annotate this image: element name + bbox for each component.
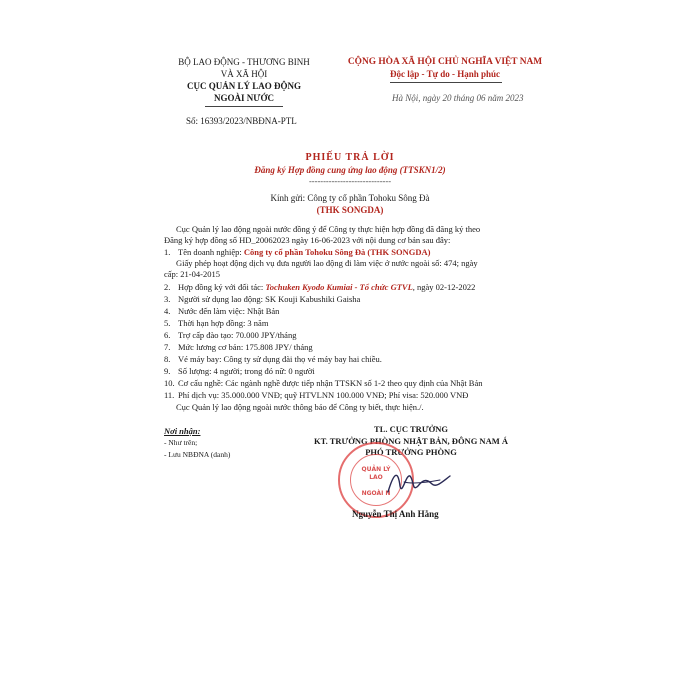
item-number: 3. (164, 294, 171, 304)
item-1-license: Giấy phép hoạt động dịch vụ đưa người lao động đi làm việc ở nước ngoài số: 474; ngày (176, 258, 478, 268)
item-text: Nước đến làm việc: Nhật Bản (178, 306, 280, 316)
item-text: Vé máy bay: Công ty sử dụng đài thọ vé máy bay hai chiều. (178, 354, 382, 364)
item-number: 5. (164, 318, 171, 328)
item-number: 10. (164, 378, 175, 388)
closing-line: Cục Quản lý lao động ngoài nước thông báo để Công ty biết, thực hiện./. (176, 402, 424, 412)
agency-name-line2: NGOÀI NƯỚC (214, 93, 274, 103)
item-4 (164, 306, 279, 317)
item-text: Thời hạn hợp đồng: 3 năm (178, 318, 269, 328)
handwritten-signature (384, 462, 454, 502)
signature-title-2: KT. TRƯỞNG PHÒNG NHẬT BẢN, ĐÔNG NAM Á (313, 435, 508, 446)
agency-underline (205, 106, 283, 107)
signature-block (290, 424, 532, 459)
motto-underline (390, 82, 502, 83)
item-10 (164, 378, 483, 389)
item-text: Mức lương cơ bản: 175.808 JPY/ tháng (178, 342, 313, 352)
recipients-block (164, 425, 230, 461)
national-motto: Độc lập - Tự do - Hạnh phúc (389, 69, 500, 79)
item-label: Tên doanh nghiệp: (178, 247, 244, 257)
seal-text-2: LAO (369, 474, 383, 481)
item-text: Người sử dụng lao động: SK Kouji Kabushiki Gaisha (178, 294, 361, 304)
item-5 (164, 318, 268, 329)
intro-line-1: Cục Quản lý lao động ngoài nước đồng ý để Công ty thực hiện hợp đồng đã đăng ký theo (176, 224, 481, 234)
item-number: 8. (164, 354, 171, 364)
title-block (0, 151, 700, 216)
document-title: PHIẾU TRẢ LỜI (305, 152, 395, 163)
greeting-company: (THK SONGDA) (316, 204, 384, 215)
company-name: Công ty cổ phần Tohoku Sông Đà (THK SONGDA) (243, 247, 431, 257)
item-text: Phí dịch vụ: 35.000.000 VNĐ; quỹ HTVLNN 100.000 VNĐ; Phí visa: 520.000 VNĐ (178, 390, 469, 400)
partner-name: Tochuken Kyodo Kumiai - Tổ chức GTVL (265, 282, 413, 292)
intro-line-2: Đăng ký hợp đồng số HD_20062023 ngày 16-06-2023 với nội dung cơ bản sau đây: (164, 235, 451, 245)
item-number: 11. (164, 390, 175, 400)
item-label: Hợp đồng ký với đối tác: (178, 282, 266, 292)
recipient-1: - Như trên; (164, 438, 198, 447)
ministry-name-line2: VÀ XÃ HỘI (220, 69, 268, 79)
ministry-name-line1: BỘ LAO ĐỘNG - THƯƠNG BINH (178, 57, 310, 67)
item-number: 6. (164, 330, 171, 340)
item-2 (164, 282, 475, 293)
item-6 (164, 330, 296, 341)
recipient-2: - Lưu NBĐNA (danh) (164, 450, 231, 459)
document-subtitle: Đăng ký Hợp đồng cung ứng lao động (TTSKN1/2) (254, 165, 446, 175)
item-8 (164, 354, 382, 365)
national-header (332, 56, 558, 80)
seal-text-1: QUẢN LÝ (361, 466, 391, 473)
signature-title-1: TL. CỤC TRƯỞNG (374, 424, 448, 434)
item-11 (164, 390, 468, 401)
signer-name: Nguyễn Thị Anh Hằng (352, 509, 439, 519)
item-text: Cơ cấu nghề: Các ngành nghề được tiếp nhận TTSKN số 1-2 theo quy định của Nhật Bản (178, 378, 483, 388)
item-3 (164, 294, 360, 305)
item-number: 1. (164, 247, 171, 257)
title-separator: ----------------------------- (308, 176, 392, 186)
signature-title-3: PHÓ TRƯỞNG PHÒNG (365, 447, 457, 457)
item-7 (164, 342, 313, 353)
seal-text-3: NGOÀI N (361, 490, 391, 497)
item-text: Trợ cấp đào tạo: 70.000 JPY/tháng (178, 330, 297, 340)
item-1-license-date: cấp: 21-04-2015 (164, 269, 220, 279)
agency-header (158, 56, 330, 104)
issue-date: Hà Nội, ngày 20 tháng 06 năm 2023 (392, 93, 524, 103)
item-9 (164, 366, 315, 377)
national-title: CỘNG HÒA XÃ HỘI CHỦ NGHĨA VIỆT NAM (347, 57, 543, 67)
agency-name-line1: CỤC QUẢN LÝ LAO ĐỘNG (186, 81, 301, 91)
item-1 (164, 247, 430, 258)
item-number: 7. (164, 342, 171, 352)
document-number: Số: 16393/2023/NBĐNA-PTL (186, 116, 297, 126)
item-text: Số lượng: 4 người; trong đó nữ: 0 người (178, 366, 315, 376)
partner-date: , ngày 02-12-2022 (412, 282, 476, 292)
item-number: 2. (164, 282, 171, 292)
item-number: 9. (164, 366, 171, 376)
recipients-label: Nơi nhận: (164, 426, 201, 436)
item-number: 4. (164, 306, 171, 316)
greeting-line: Kính gửi: Công ty cổ phần Tohoku Sông Đà (270, 192, 430, 203)
